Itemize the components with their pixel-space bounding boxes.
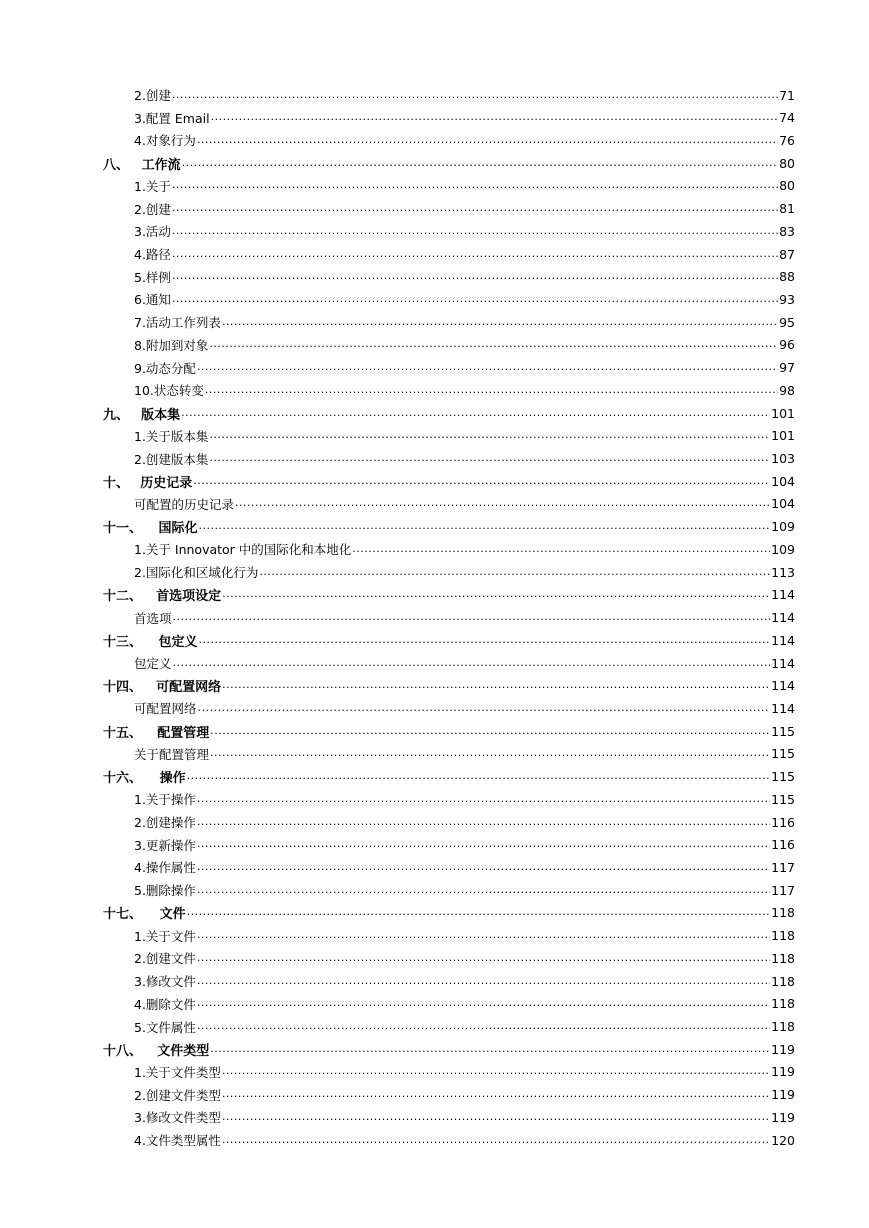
toc-dot-leader [172,269,778,282]
toc-page-number: 93 [779,291,795,307]
toc-entry-title: 1.关于版本集 [134,428,209,444]
toc-chapter-number: 十四、 [103,680,143,696]
toc-chapter-number: 十、 [103,475,130,491]
toc-section-entry[interactable] [134,448,795,470]
toc-section-entry[interactable] [134,652,795,674]
toc-section-entry[interactable] [134,856,795,878]
toc-page-number: 74 [779,110,795,126]
toc-page-number: 117 [771,882,795,898]
toc-chapter-entry[interactable] [103,1038,795,1060]
toc-page-number: 96 [779,337,795,353]
toc-chapter-number: 十五、 [103,725,143,741]
toc-entry-title: 可配置的历史记录 [134,496,235,512]
toc-page-number: 80 [779,155,795,171]
toc-entry-title: 6.通知 [134,292,171,308]
toc-page-number: 95 [779,314,795,330]
toc-dot-leader [198,519,770,532]
toc-page-number: 104 [771,496,795,512]
toc-entry-title: 3.更新操作 [134,837,196,853]
toc-entry-title: 文件类型 [157,1043,210,1059]
toc-dot-leader [222,1133,770,1146]
toc-entry-title: 配置管理 [157,725,210,741]
toc-page-number: 118 [771,996,795,1012]
toc-chapter-number: 八、 [103,157,130,173]
toc-section-entry[interactable] [134,175,795,197]
toc-entry-title: 5.删除操作 [134,883,196,899]
toc-page-number: 103 [771,451,795,467]
toc-page-number: 114 [771,678,795,694]
toc-page-number: 118 [771,1019,795,1035]
toc-page-number: 116 [771,814,795,830]
toc-dot-leader [172,247,778,260]
toc-section-entry[interactable] [134,220,795,242]
toc-page-number: 115 [771,769,795,785]
toc-entry-title: 1.关于 Innovator 中的国际化和本地化 [134,542,352,558]
toc-dot-leader [197,883,770,896]
toc-chapter-number: 十八、 [103,1043,143,1059]
toc-page-number: 101 [771,428,795,444]
toc-entry-title: 2.创建文件类型 [134,1087,221,1103]
toc-section-entry[interactable] [134,243,795,265]
toc-entry-title: 2.创建文件 [134,951,196,967]
toc-page-number: 114 [771,700,795,716]
toc-entry-title: 2.创建 [134,201,171,217]
toc-entry-title: 1.关于文件类型 [134,1064,221,1080]
toc-section-entry[interactable] [134,379,795,401]
toc-entry-title: 5.文件属性 [134,1019,196,1035]
toc-page-number: 114 [771,587,795,603]
toc-entry-title: 1.关于操作 [134,792,196,808]
toc-section-entry[interactable] [134,1084,795,1106]
toc-entry-title: 操作 [159,771,186,787]
toc-section-entry[interactable] [134,834,795,856]
toc-dot-leader [187,905,771,918]
toc-dot-leader [197,360,778,373]
toc-dot-leader [182,156,779,169]
toc-page-number: 118 [771,950,795,966]
toc-entry-title: 2.创建版本集 [134,451,209,467]
toc-dot-leader [205,383,778,396]
toc-dot-leader [197,792,770,805]
toc-section-entry[interactable] [134,607,795,629]
toc-entry-title: 2.创建 [134,88,171,103]
toc-chapter-number: 九、 [103,407,130,423]
toc-page-number: 80 [779,178,795,194]
toc-page-number: 71 [779,87,795,103]
toc-page-number: 115 [771,791,795,807]
toc-dot-leader [197,815,770,828]
toc-section-entry[interactable] [134,1129,795,1151]
toc-chapter-entry[interactable] [103,152,795,174]
toc-page-number: 98 [779,382,795,398]
toc-section-entry[interactable] [134,84,795,106]
toc-dot-leader [197,974,770,987]
toc-entry-title: 包定义 [134,656,172,671]
toc-dot-leader [173,656,771,669]
toc-page-number: 114 [771,632,795,648]
toc-page-number: 113 [771,564,795,580]
toc-chapter-entry[interactable] [103,766,795,788]
toc-dot-leader [172,224,778,237]
toc-chapter-entry[interactable] [103,675,795,697]
toc-page-number: 119 [771,1087,795,1103]
toc-page-number: 97 [779,360,795,376]
toc-dot-leader [187,769,771,782]
toc-dot-leader [352,542,770,555]
toc-entry-title: 4.路径 [134,247,171,263]
toc-dot-leader [197,996,770,1009]
toc-page-number: 87 [779,246,795,262]
toc-section-entry[interactable] [134,993,795,1015]
toc-entry-title: 首选项设定 [156,589,222,605]
toc-dot-leader [222,587,770,600]
toc-entry-title: 3.修改文件类型 [134,1110,221,1126]
toc-page-number: 109 [771,519,795,535]
toc-page-number: 115 [771,723,795,739]
toc-section-entry[interactable] [134,1061,795,1083]
toc-entry-title: 3.修改文件 [134,974,196,990]
toc-page-number: 118 [771,973,795,989]
toc-chapter-number: 十六、 [103,771,143,787]
toc-page-number: 119 [771,1064,795,1080]
toc-page-number: 119 [771,1041,795,1057]
toc-dot-leader [222,1110,770,1123]
toc-section-entry[interactable] [134,129,795,151]
toc-page-number: 118 [771,928,795,944]
toc-section-entry[interactable] [134,311,795,333]
toc-entry-title: 4.对象行为 [134,133,196,149]
toc-dot-leader [198,633,770,646]
toc-entry-title: 1.关于文件 [134,928,196,944]
toc-section-entry[interactable] [134,266,795,288]
toc-entry-title: 3.配置 Email [134,110,210,126]
toc-section-entry[interactable] [134,334,795,356]
toc-page-number: 114 [771,655,795,671]
toc-entry-title: 2.国际化和区域化行为 [134,565,259,581]
toc-entry-title: 9.动态分配 [134,360,196,376]
toc-entry-title: 文件 [159,907,186,923]
toc-chapter-entry[interactable] [103,629,795,651]
toc-page-number: 81 [779,201,795,217]
toc-section-entry[interactable] [134,493,795,515]
toc-entry-title: 4.文件类型属性 [134,1133,221,1149]
toc-page-number: 119 [771,1109,795,1125]
toc-page-number: 115 [771,746,795,762]
toc-section-entry[interactable] [134,357,795,379]
toc-dot-leader [193,474,770,487]
toc-dot-leader [222,315,778,328]
toc-section-entry[interactable] [134,538,795,560]
toc-chapter-number: 十七、 [103,907,143,923]
toc-dot-leader [197,837,770,850]
toc-entry-title: 10.状态转变 [134,383,204,399]
toc-dot-leader [210,1042,770,1055]
toc-dot-leader [197,133,778,146]
toc-entry-title: 首选项 [134,610,172,626]
toc-page-number: 109 [771,541,795,557]
toc-page-number: 114 [771,610,795,626]
toc-section-entry[interactable] [134,788,795,810]
toc-dot-leader [197,1019,770,1032]
toc-entry-title: 可配置网络 [134,701,197,717]
toc-entry-title: 5.样例 [134,269,171,285]
toc-page-number: 116 [771,837,795,853]
toc-section-entry[interactable] [134,925,795,947]
toc-page-number: 76 [779,132,795,148]
toc-entry-title: 国际化 [158,521,198,537]
toc-entry-title: 历史记录 [140,475,193,491]
toc-dot-leader [210,746,770,759]
toc-entry-title: 可配置网络 [156,680,222,696]
toc-dot-leader [197,860,770,873]
toc-entry-title: 4.删除文件 [134,996,196,1012]
toc-entry-title: 包定义 [158,634,198,650]
toc-dot-leader [222,1087,770,1100]
toc-section-entry[interactable] [134,561,795,583]
toc-entry-title: 7.活动工作列表 [134,315,221,331]
toc-section-entry[interactable] [134,743,795,765]
toc-dot-leader [210,724,770,737]
toc-dot-leader [172,292,778,305]
toc-chapter-number: 十一、 [103,521,143,537]
toc-page-number: 117 [771,859,795,875]
toc-dot-leader [198,701,771,714]
toc-page-number: 83 [779,223,795,239]
toc-dot-leader [172,178,778,191]
toc-dot-leader [197,928,770,941]
toc-dot-leader [209,337,778,350]
toc-dot-leader [211,110,779,123]
toc-dot-leader [222,678,770,691]
toc-section-entry[interactable] [134,811,795,833]
toc-page-number: 101 [771,405,795,421]
toc-section-entry[interactable] [134,947,795,969]
toc-section-entry[interactable] [134,288,795,310]
toc-dot-leader [235,496,770,509]
toc-dot-leader [172,201,778,214]
toc-chapter-entry[interactable] [103,402,795,424]
toc-section-entry[interactable] [134,107,795,129]
toc-dot-leader [209,451,770,464]
toc-chapter-entry[interactable] [103,516,795,538]
toc-entry-title: 2.创建操作 [134,815,196,831]
toc-chapter-entry[interactable] [103,470,795,492]
toc-page-number: 118 [771,905,795,921]
toc-chapter-number: 十三、 [103,634,143,650]
toc-entry-title: 1.关于 [134,178,171,194]
toc-dot-leader [222,1064,770,1077]
toc-entry-title: 版本集 [141,407,181,423]
toc-dot-leader [181,406,770,419]
toc-entry-title: 3.活动 [134,224,171,240]
toc-dot-leader [259,565,770,578]
toc-section-entry[interactable] [134,879,795,901]
toc-page-number: 120 [771,1132,795,1148]
toc-chapter-number: 十二、 [103,589,143,605]
toc-dot-leader [173,610,771,623]
toc-section-entry[interactable] [134,198,795,220]
toc-page-number: 104 [771,473,795,489]
toc-dot-leader [197,951,770,964]
toc-section-entry[interactable] [134,697,795,719]
toc-chapter-entry[interactable] [103,720,795,742]
toc-section-entry[interactable] [134,970,795,992]
toc-page-number: 88 [779,269,795,285]
toc-section-entry[interactable] [134,425,795,447]
toc-entry-title: 8.附加到对象 [134,337,209,353]
toc-entry-title: 关于配置管理 [134,746,210,762]
toc-dot-leader [209,428,770,441]
toc-section-entry[interactable] [134,1106,795,1128]
toc-entry-title: 4.操作属性 [134,860,196,876]
toc-chapter-entry[interactable] [103,584,795,606]
toc-chapter-entry[interactable] [103,902,795,924]
toc-section-entry[interactable] [134,1016,795,1038]
toc-entry-title: 工作流 [141,157,181,173]
toc-dot-leader [172,88,778,101]
